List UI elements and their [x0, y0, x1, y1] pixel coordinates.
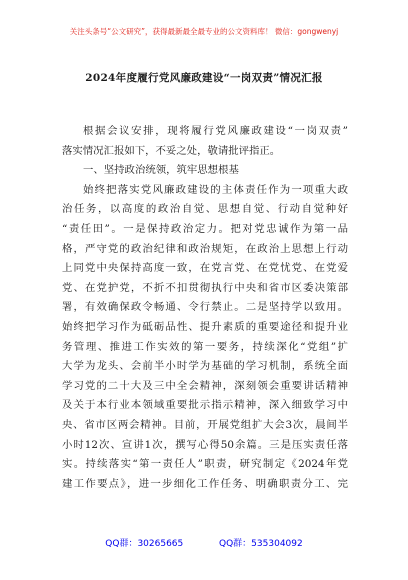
- paragraph-line: 党、在党护党，不折不扣贯彻执行中央和省市区委决策部: [62, 281, 348, 294]
- paragraph-line: 始终把学习作为砥砺品性、提升素质的重要途径和提升业: [62, 320, 348, 333]
- paragraph-line: 务管理、推进工作实效的第一要务，持续深化“党组”扩: [62, 340, 348, 353]
- paragraph-line: 学习党的二十大及三中全会精神，深刻领会重要讲话精神: [62, 379, 348, 392]
- paragraph-line: 格，严守党的政治纪律和政治规矩，在政治上思想上行动: [62, 242, 348, 255]
- paragraph-line: “责任田”。一是保持政治定力。把对党忠诚作为第一品: [62, 222, 348, 235]
- paragraph-line: 根据会议安排，现将履行党风廉政建设“一岗双责”: [83, 125, 348, 137]
- footer-qq-group-1: QQ群：30265665: [105, 539, 184, 549]
- paragraph-line: 大学为龙头、会前半小时学为基础的学习机制，系统全面: [62, 360, 348, 373]
- paragraph-line: 署，有效确保政令畅通、令行禁止。二是坚持学以致用。: [62, 301, 348, 314]
- paragraph-line: 央、省市区两会精神。目前，开展党组扩大会3次，晨间半: [62, 418, 348, 431]
- paragraph-line: 一、坚持政治统领，筑牢思想根基: [83, 164, 239, 177]
- paragraph-line: 上同党中央保持高度一致，在党言党、在党忧党、在党爱: [62, 262, 348, 275]
- top-banner: 关注头条号“公文研究”，获得最新最全最专业的公文资料库！ 微信：gongwenyj: [69, 27, 339, 36]
- document-body: [62, 122, 348, 494]
- paragraph-line: 小时12次、宣讲1次，撰写心得50余篇。三是压实责任落: [62, 438, 348, 451]
- paragraph-line: 落实情况汇报如下，不妥之处，敬请批评指正。: [62, 144, 281, 157]
- document-title: 2024年度履行党风廉政建设“一岗双责”情况汇报: [85, 72, 323, 84]
- paragraph-line: 实。持续落实“第一责任人”职责，研究制定《2024年党: [62, 458, 348, 471]
- paragraph-line: 建工作要点》，进一步细化工作任务、明确职责分工、完: [62, 477, 348, 490]
- paragraph-line: 始终把落实党风廉政建设的主体责任作为一项重大政: [83, 183, 348, 196]
- footer-qq-group-2: QQ群：535304092: [219, 539, 303, 549]
- paragraph-line: 及关于本行业本领域重要批示指示精神，深入细致学习中: [62, 399, 348, 412]
- paragraph-line: 治任务，以高度的政治自觉、思想自觉、行动自觉种好: [62, 203, 348, 216]
- footer: [0, 536, 408, 549]
